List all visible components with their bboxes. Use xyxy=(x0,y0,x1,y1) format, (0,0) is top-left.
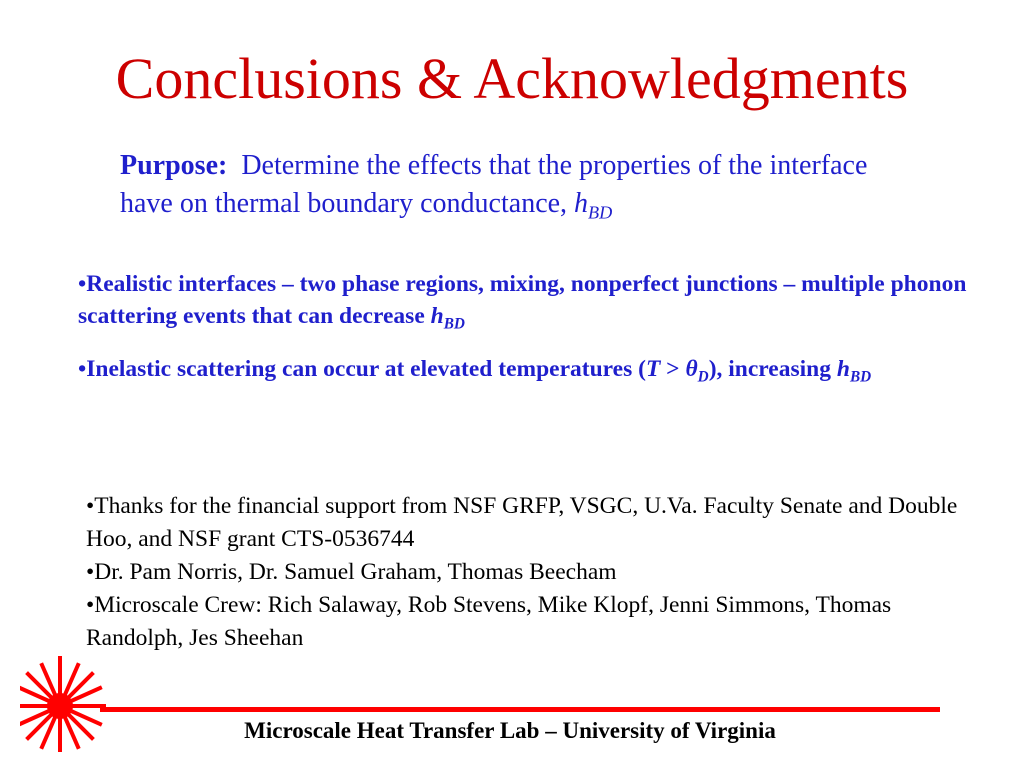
debye-subscript: D xyxy=(697,368,709,386)
conclusion-text: •Inelastic scattering can occur at elevated temperatures ( xyxy=(78,356,646,382)
footer-text: Microscale Heat Transfer Lab – University of Virginia xyxy=(244,718,776,743)
temperature-symbol: T xyxy=(645,356,661,382)
conclusion-subscript: BD xyxy=(443,315,465,333)
comparison-operator: > xyxy=(660,356,686,382)
debye-theta-symbol: θ xyxy=(685,356,698,382)
conclusion-item xyxy=(78,353,968,385)
purpose-subscript: BD xyxy=(588,202,613,223)
conclusion-symbol: h xyxy=(430,303,444,329)
acknowledgment-item: •Thanks for the financial support from NSF GRFP, VSGC, U.Va. Faculty Senate and Double Hoo, and NSF grant CTS-0536744 xyxy=(86,493,958,552)
acknowledgment-item: •Microscale Crew: Rich Salaway, Rob Stevens, Mike Klopf, Jenni Simmons, Thomas Randolph, Jes Sheehan xyxy=(86,592,892,651)
conclusion-symbol: h xyxy=(836,356,850,382)
acknowledgment-item: •Dr. Pam Norris, Dr. Samuel Graham, Thomas Beecham xyxy=(86,559,617,585)
purpose-label: Purpose: xyxy=(120,150,228,181)
purpose-text: Determine the effects that the properties of the interface have on thermal boundary conductance, xyxy=(120,150,868,219)
conclusions-list xyxy=(78,268,968,406)
footer-divider xyxy=(100,707,940,712)
conclusion-text-tail: ), increasing xyxy=(708,356,837,382)
conclusion-item xyxy=(78,268,968,332)
slide-title: Conclusions & Acknowledgments xyxy=(115,46,909,111)
conclusion-subscript: BD xyxy=(849,368,872,386)
purpose-symbol: h xyxy=(574,188,589,219)
conclusion-text: •Realistic interfaces – two phase regions, mixing, nonperfect junctions – multiple phonon scattering events that can decrease xyxy=(78,271,967,329)
acknowledgments-list xyxy=(86,490,986,655)
purpose-statement xyxy=(120,147,920,223)
